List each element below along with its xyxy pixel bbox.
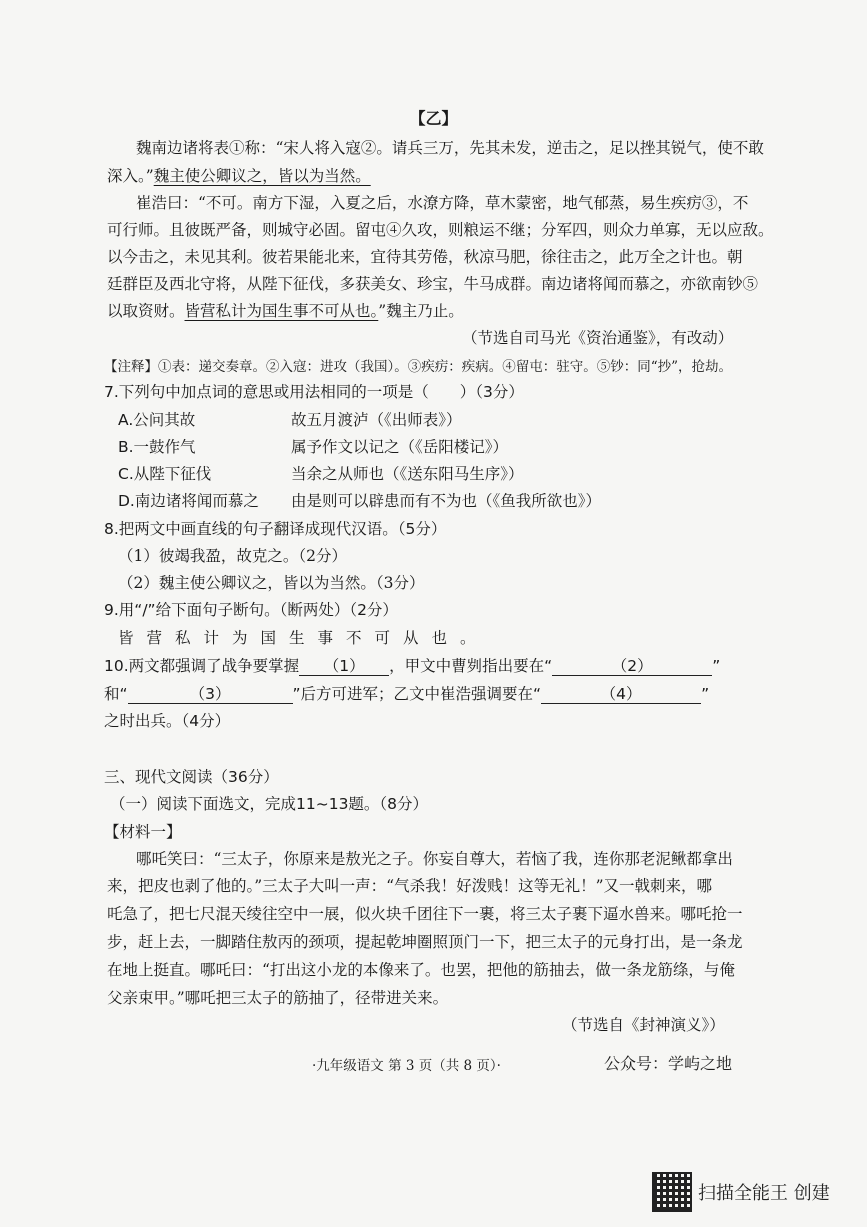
qr-code-icon: [652, 1172, 692, 1212]
passage-line: 可行师。且彼既严备，则城守必固。留屯④久攻，则粮运不继；分军四，则众力单寡，无以应敌。: [107, 221, 774, 239]
material-line: 哪吒笑曰：“三太子，你原来是敖光之子。你妄自尊大，若恼了我，连你那老泥鳅都拿出: [136, 850, 733, 868]
q7-option-d: D.南边诸将闻而慕之: [118, 492, 259, 510]
section-title: 【乙】: [409, 109, 458, 128]
passage-line: 崔浩曰：“不可。南方下湿，入夏之后，水潦方降，草木蒙密，地气郁蒸，易生疾疠③，不: [136, 194, 749, 212]
question-9-stem: 9.用“/”给下面句子断句。（断两处）（2分）: [104, 601, 398, 619]
material-label: 【材料一】: [104, 823, 182, 841]
notes: 【注释】①表：递交奏章。②入寇：进攻（我国）。③疾疠：疾病。④留屯：驻守。⑤钞：同“抄”，抢劫。: [104, 359, 733, 375]
answer-blank-1[interactable]: （1）: [299, 657, 389, 676]
passage-line: 以今击之，未见其利。彼若果能北来，宜待其劳倦，秋凉马肥，徐往击之，此万全之计也。朝: [107, 248, 743, 266]
material-line: 父亲束甲。”哪吒把三太子的筋抽了，径带进关来。: [107, 989, 449, 1007]
material-line: 步，赶上去，一脚踏住敖丙的颈项，提起乾坤圈照顶门一下，把三太子的元身打出，是一条龙: [107, 933, 743, 951]
material-line: 吒急了，把七尺混天绫往空中一展，似火块千团往下一裹，将三太子裹下逼水兽来。哪吒抢一: [107, 905, 743, 923]
passage-line: 魏南边诸将表①称：“宋人将入寇②。请兵三万，先其未发，逆击之，足以挫其锐气，使不敢: [136, 139, 764, 157]
answer-blank-3[interactable]: （3）: [128, 685, 293, 704]
material-source: （节选自《封神演义》）: [562, 1016, 725, 1034]
scanner-watermark: 扫描全能王 创建: [698, 1183, 830, 1204]
question-8-stem: 8.把两文中画直线的句子翻译成现代汉语。（5分）: [104, 520, 447, 538]
part-3-title: 三、现代文阅读（36分）: [104, 768, 279, 786]
passage-line: 以取资财。皆营私计为国生事不可从也。”魏主乃止。: [107, 302, 464, 320]
q7-option-a-compare: 故五月渡泸（《出师表》）: [291, 411, 462, 429]
q7-option-d-compare: 由是则可以辟患而有不为也（《鱼我所欲也》）: [291, 492, 602, 510]
question-10-line-1: 10.两文都强调了战争要掌握 （1） ，甲文中曹刿指出要在“ （2） ”: [104, 657, 721, 675]
material-line: 来，把皮也剥了他的。”三太子大叫一声：“气杀我！好泼贱！这等无礼！”又一戟刺来，哪: [107, 877, 713, 895]
q7-option-c-compare: 当余之从师也（《送东阳马生序》）: [291, 465, 524, 483]
passage-line: 廷群臣及西北守将，从陛下征伐，多获美女、珍宝，牛马成群。南边诸将闻而慕之，亦欲南钞⑤: [107, 275, 759, 293]
underlined-sentence: 皆营私计为国生事不可从也。: [184, 302, 379, 320]
passage-line: 深入。”魏主使公卿议之，皆以为当然。: [107, 167, 371, 185]
q7-option-b-compare: 属予作文以记之（《岳阳楼记》）: [291, 438, 509, 456]
q8-item-1: （1）彼竭我盈，故克之。（2分）: [118, 547, 347, 565]
passage-source: （节选自司马光《资治通鉴》，有改动）: [462, 329, 734, 347]
answer-blank-4[interactable]: （4）: [541, 685, 701, 704]
answer-blank-2[interactable]: （2）: [552, 657, 712, 676]
question-7-stem: 7.下列句中加点词的意思或用法相同的一项是（ ）（3分）: [104, 383, 524, 401]
question-10-line-2: 和“ （3） ”后方可进军；乙文中崔浩强调要在“ （4） ”: [104, 685, 710, 703]
q7-option-a: A.公问其故: [118, 411, 196, 429]
account-watermark: 公众号：学屿之地: [604, 1054, 733, 1073]
q8-item-2: （2）魏主使公卿议之，皆以为当然。（3分）: [118, 574, 425, 592]
q7-option-b: B.一鼓作气: [118, 438, 196, 456]
underlined-sentence: 魏主使公卿议之，皆以为当然。: [153, 167, 371, 185]
page-footer: ·九年级语文 第 3 页（共 8 页）·: [312, 1058, 501, 1074]
part-3-subtitle: （一）阅读下面选文，完成11~13题。（8分）: [110, 795, 429, 813]
q7-option-c: C.从陛下征伐: [118, 465, 212, 483]
question-10-line-3: 之时出兵。（4分）: [104, 712, 231, 730]
q9-sentence: 皆营私计为国生事不可从也。: [118, 629, 489, 647]
material-line: 在地上挺直。哪吒曰：“打出这小龙的本像来了。也罢，把他的筋抽去，做一条龙筋绦，与俺: [107, 961, 735, 979]
